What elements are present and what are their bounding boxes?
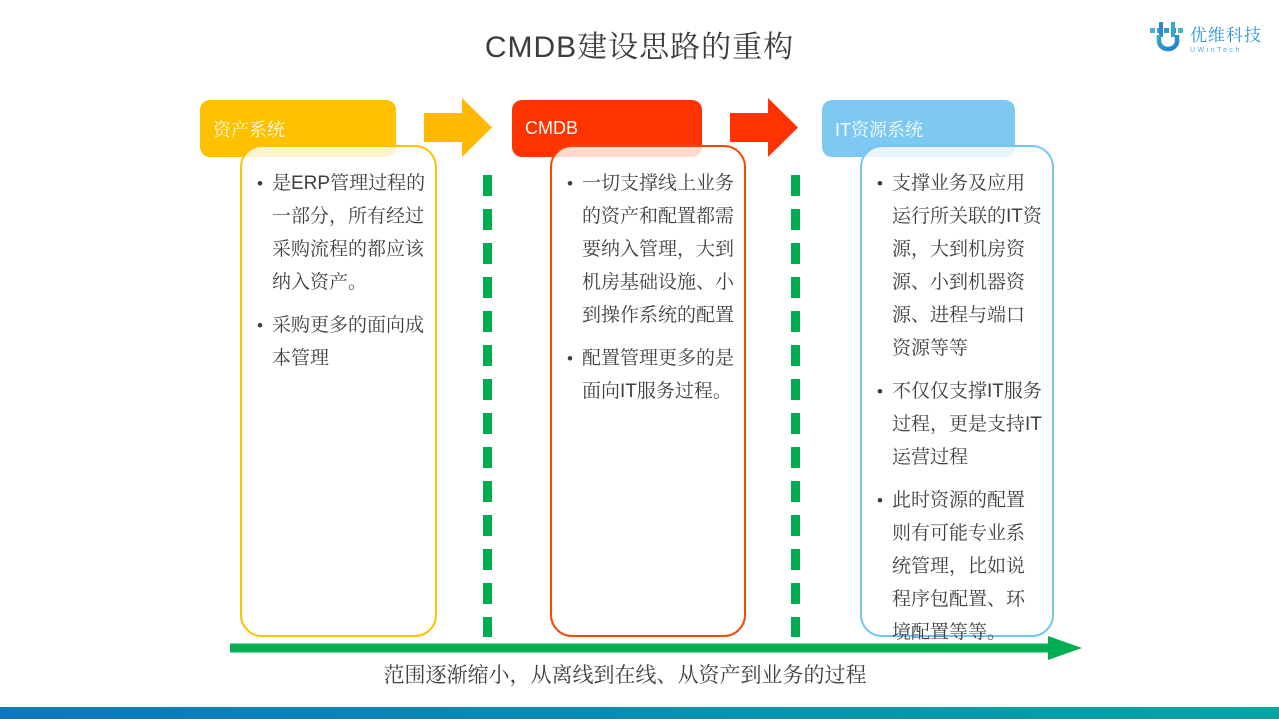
bullet-list <box>875 167 1043 649</box>
flow-arrow-yellow-icon <box>424 98 492 157</box>
bottom-accent-bar <box>0 707 1279 719</box>
uwintech-logo-text <box>1190 20 1262 54</box>
column-body-asset-system <box>240 145 437 637</box>
logo-company-name: 优维科技 <box>1190 26 1262 45</box>
column-body-it-resource-system <box>860 145 1054 643</box>
uwintech-logo <box>1150 20 1270 56</box>
bullet-item: • 不仅仅支撑IT服务过程，更是支持IT运营过程 <box>875 375 1043 474</box>
column-header-it-resource-system: IT资源系统 <box>822 100 1015 157</box>
flow-arrow-red-icon <box>730 98 798 157</box>
dashed-divider-2 <box>791 175 800 637</box>
dashed-divider-1 <box>483 175 492 637</box>
timeline-arrow-icon <box>228 634 1084 662</box>
uwintech-logo-icon <box>1150 20 1186 56</box>
bullet-item: • 支撑业务及应用运行所关联的IT资源，大到机房资源、小到机器资源、进程与端口资源等等 <box>875 167 1043 365</box>
bullet-item: • 配置管理更多的是面向IT服务过程。 <box>565 342 735 408</box>
bullet-list <box>255 167 426 375</box>
bullet-item: • 一切支撑线上业务的资产和配置都需要纳入管理，大到机房基础设施、小到操作系统的配置 <box>565 167 735 332</box>
bullet-item: • 是ERP管理过程的一部分，所有经过采购流程的都应该纳入资产。 <box>255 167 426 299</box>
column-body-cmdb <box>550 145 746 637</box>
bullet-item: • 此时资源的配置则有可能专业系统管理，比如说程序包配置、环境配置等等。 <box>875 484 1043 649</box>
bullet-list <box>565 167 735 408</box>
slide-title: CMDB建设思路的重构 <box>484 31 795 64</box>
column-header-cmdb: CMDB <box>512 100 702 157</box>
logo-subtitle: UWinTech <box>1190 47 1242 54</box>
axis-caption: 范围逐渐缩小，从离线到在线、从资产到业务的过程 <box>383 664 867 687</box>
column-header-asset-system: 资产系统 <box>200 100 396 157</box>
bullet-item: • 采购更多的面向成本管理 <box>255 309 426 375</box>
